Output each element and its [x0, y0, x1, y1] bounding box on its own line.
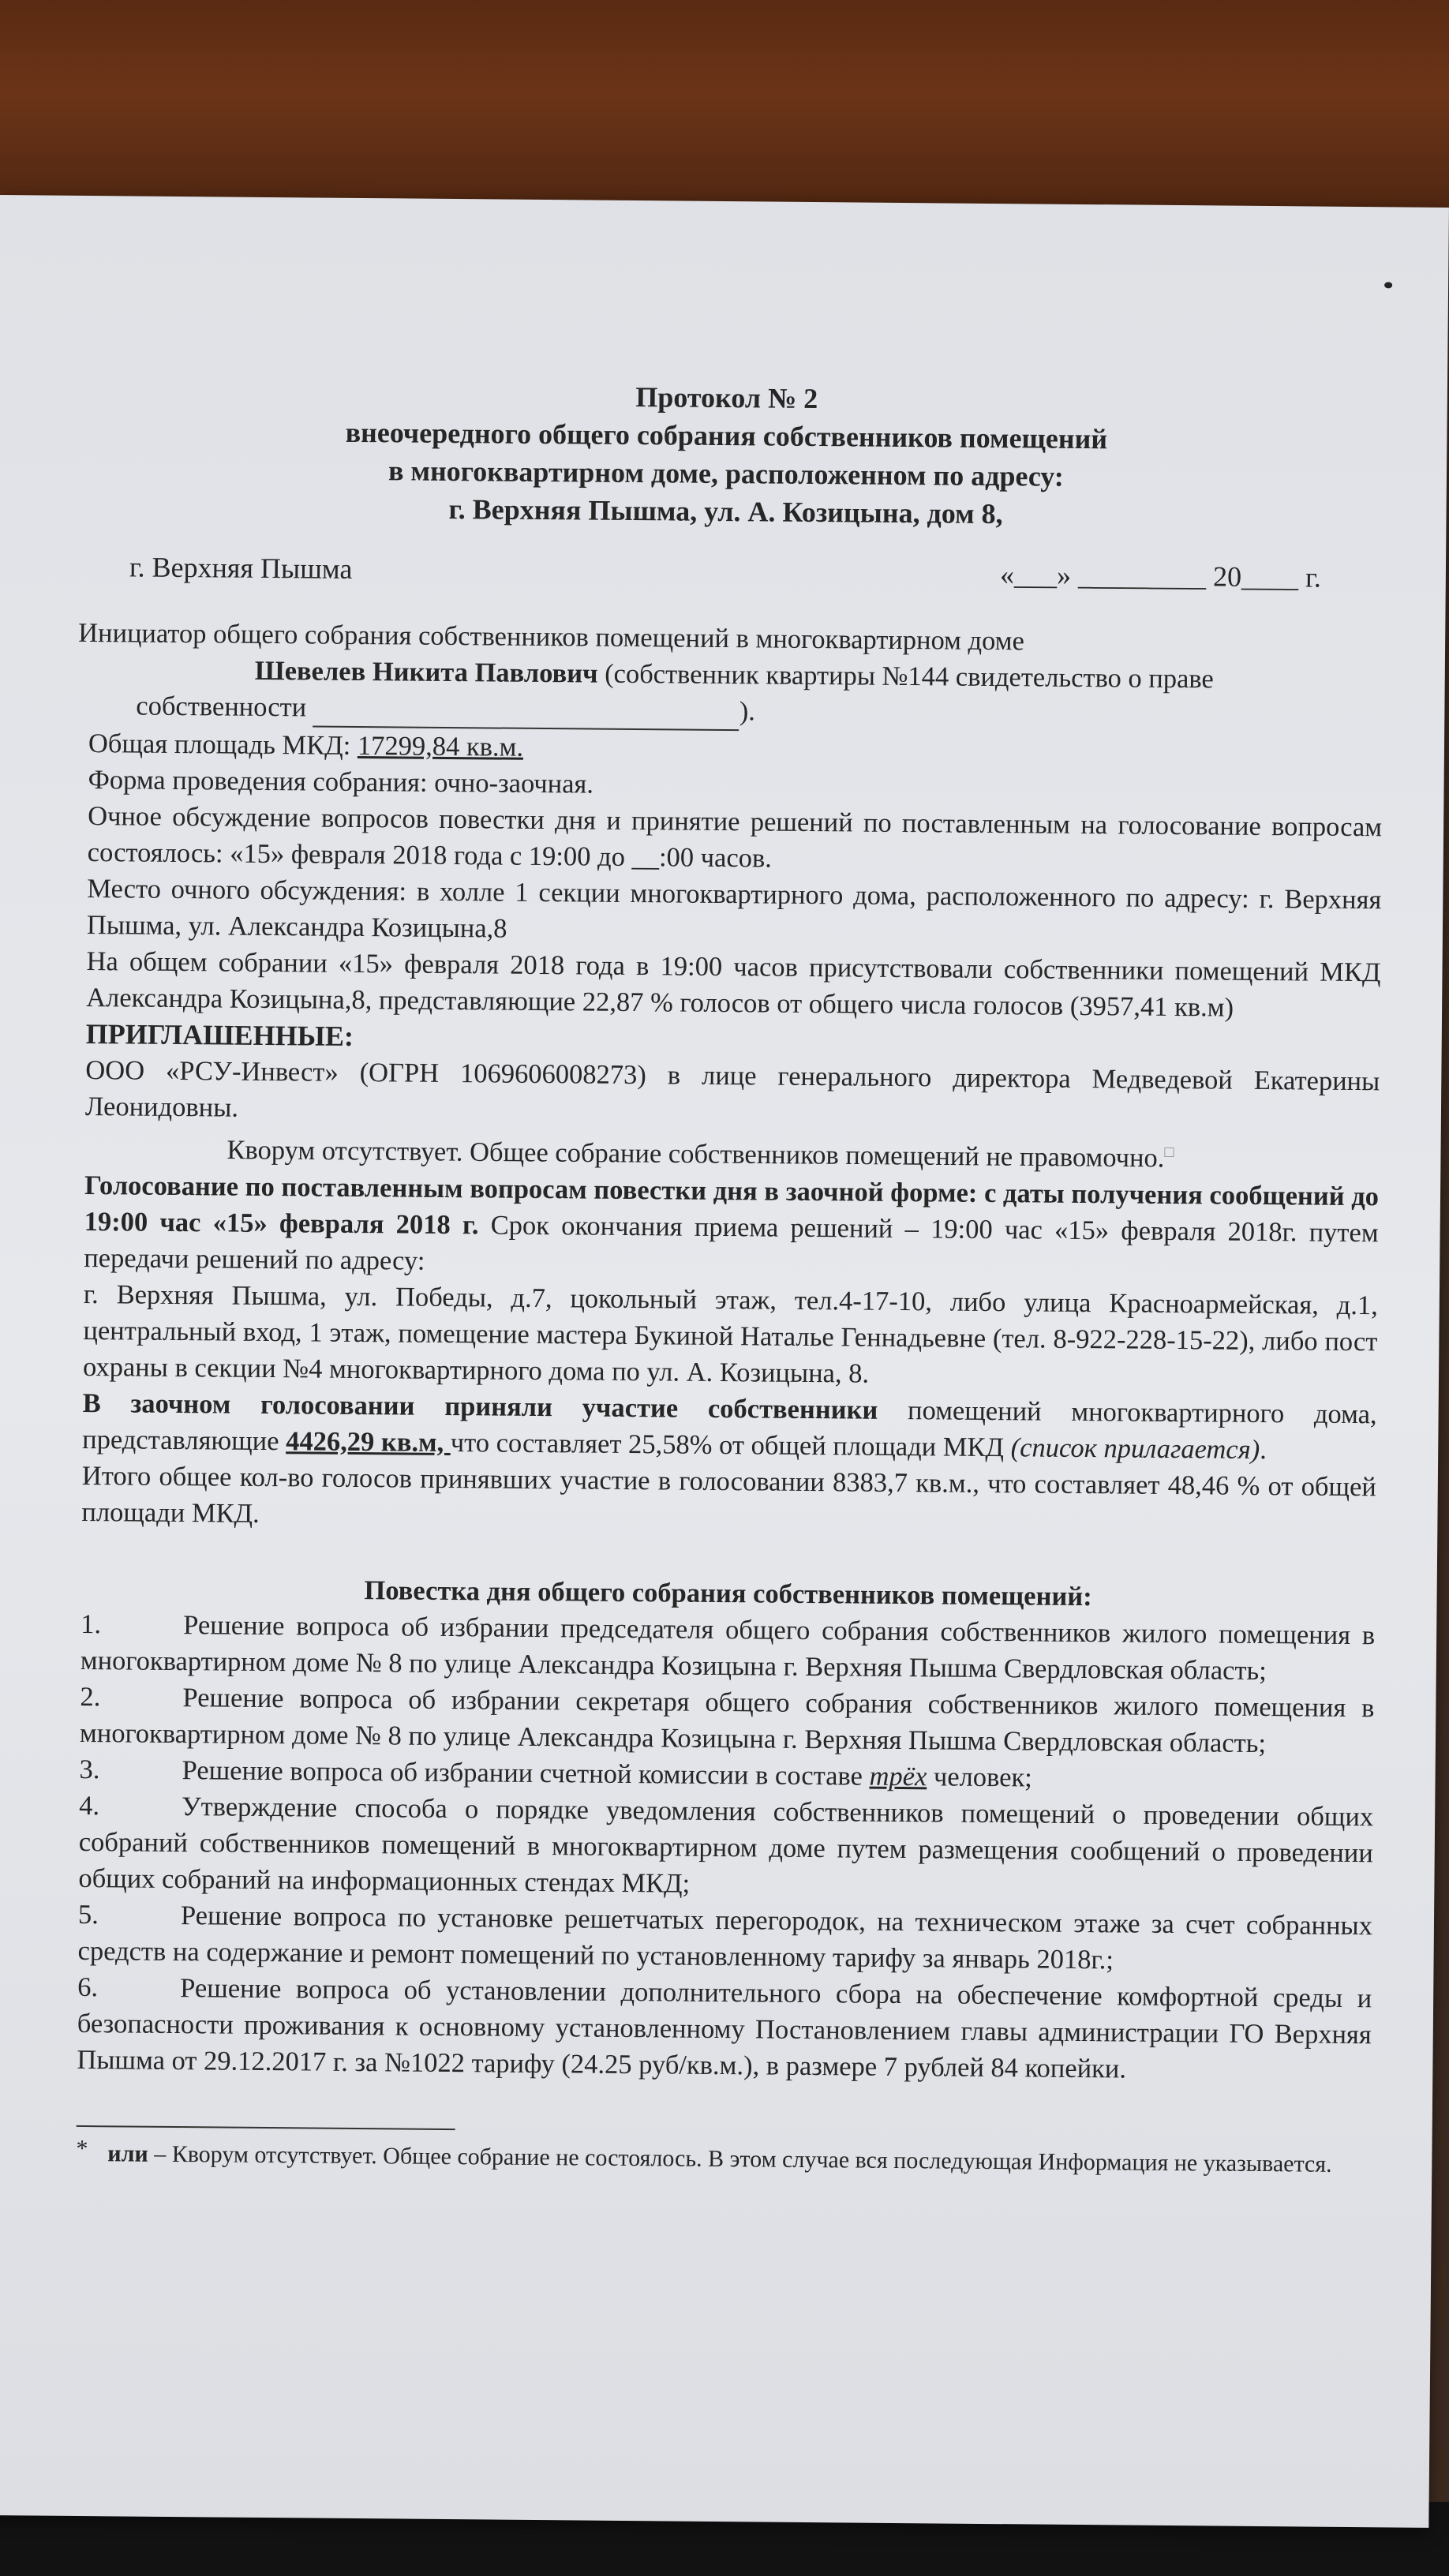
mesto-paragraph: Место очного обсуждения: в холле 1 секции многоквартирного дома, расположенного по адресу: г. Верхняя Пышма, ул. Александра Козицына,8 — [86, 873, 1382, 944]
quorum-text: Кворум отсутствует. Общее собрание собственников помещений не правомочно. — [227, 1135, 1165, 1174]
ochnoe-paragraph: Очное обсуждение вопросов повестки дня и принятие решений по поставленным на голосование вопросам состоялось: «15» февраля 2018 года с 19:00 до __:00 часов. — [87, 800, 1383, 874]
area-value: 17299,84 кв.м. — [357, 730, 524, 762]
zaochno-value: 4426,29 кв.м, — [286, 1425, 451, 1458]
voting-paragraph — [84, 1166, 1379, 1286]
document-body — [76, 373, 1386, 2181]
invited-paragraph: ООО «РСУ-Инвест» (ОГРН 1069606008273) в лице генерального директора Медведевой Екатерины Леонидовны. — [84, 1054, 1380, 1123]
title-line-4: г. Верхняя Пышма, ул. А. Козицына, дом 8, — [448, 492, 1003, 530]
footnote-divider — [77, 2125, 455, 2129]
area-label: Общая площадь МКД: — [88, 728, 358, 761]
title-line-2: внеочередного общего собрания собственников помещений — [345, 416, 1108, 455]
ink-dot — [1384, 282, 1392, 288]
agenda-item-text: Решение вопроса об избрании счетной комиссии в составе — [182, 1754, 870, 1792]
zaochno-bold: В заочном голосовании приняли участие собственники — [82, 1387, 878, 1425]
agenda-item-number: 1. — [80, 1608, 102, 1639]
document-sheet — [0, 195, 1449, 2528]
agenda-item-text: Решение вопроса по установке решетчатых перегородок, на техническом этаже за счет собранных средств на содержание и ремонт помещений по установленному тарифу за январь 2018г.; — [77, 1900, 1373, 1975]
total-paragraph: Итого общее кол-во голосов принявших участие в голосовании 8383,7 кв.м., что составляет 48,46 % от общей площади МКД. — [81, 1460, 1376, 1529]
zaochno-italic: (список прилагается) — [1010, 1432, 1260, 1465]
initiator-name: Шевелев Никита Павлович — [254, 655, 598, 689]
agenda-list — [77, 1605, 1375, 2088]
agenda-item-text: Утверждение способа о порядке уведомления собственников помещений о проведении общих собраний собственников помещений в многоквартирном доме путем размещения сообщений о проведении общих собраний на информационных стендах МКД; — [78, 1791, 1374, 1899]
agenda-item — [80, 1678, 1375, 1762]
footnote — [76, 2137, 1370, 2180]
ownership-end: ). — [739, 696, 756, 727]
agenda-item-number: 4. — [79, 1790, 100, 1821]
invited-heading: ПРИГЛАШЕННЫЕ: — [85, 1017, 354, 1052]
agenda-item — [78, 1787, 1373, 1907]
agenda-item-text: Решение вопроса об избрании секретаря общего собрания собственников жилого помещения в многоквартирном доме № 8 по улице Александра Козицына г. Верхняя Пышма Свердловская область; — [79, 1682, 1375, 1758]
agenda-item-text-end: человек; — [927, 1761, 1033, 1792]
agenda-item-emphasis: трёх — [869, 1761, 927, 1792]
present-paragraph: На общем собрании «15» февраля 2018 года в 19:00 часов присутствовали собственники помещений МКД Александра Козицына,8, представляющие 22,87 % голосов от общего числа голосов (3957,41 кв.м) — [85, 945, 1381, 1023]
agenda-item-text: Решение вопроса об установлении дополнительного сбора на обеспечение комфортной среды и безопасности проживания к основному установленному Постановлением главы администрации ГО Верхняя Пышма от 29.12.2017 г. за №1022 тарифу (24.25 руб/кв.м.), в размере 7 рублей 84 копейки. — [77, 1972, 1372, 2084]
agenda-item — [77, 1968, 1372, 2088]
footnote-star: * — [76, 2135, 88, 2162]
footnote-text: – Кворум отсутствует. Общее собрание не состоялось. В этом случае вся последующая Информация не указывается. — [148, 2140, 1332, 2177]
place-date-row — [90, 549, 1384, 596]
zaochno-rest2: что составляет 25,58% от общей площади МКД — [450, 1427, 1011, 1462]
agenda-item-number: 2. — [80, 1681, 101, 1712]
agenda-item-number: 5. — [77, 1899, 99, 1930]
voting-bold: Голосование по поставленным вопросам повестки дня в заочной форме: с даты получения сообщений до 19:00 час «15» февраля 2018 г. — [84, 1170, 1380, 1240]
voting-rest: Срок окончания приема решений – 19:00 час «15» февраля 2018г. путем передачи решений по адресу: — [84, 1209, 1379, 1276]
agenda-item — [77, 1896, 1372, 1979]
form-line: Форма проведения собрания: очно-заочная. — [88, 764, 594, 799]
initiator-rest: (собственник квартиры №144 свидетельство о праве — [597, 658, 1214, 695]
zaochno-paragraph — [82, 1384, 1377, 1468]
title-line-1: Протокол № 2 — [635, 381, 818, 415]
place: г. Верхняя Пышма — [129, 551, 353, 585]
zaochno-rest1: помещений многоквартирного дома, представляющие — [82, 1395, 1377, 1456]
date-field: «___» _________ 20____ г. — [999, 559, 1322, 593]
ownership-label: собственности — [136, 691, 313, 723]
address-paragraph: г. Верхняя Пышма, ул. Победы, д.7, цокольный этаж, тел.4-17-10, либо улица Красноармейская, д.1, центральный вход, 1 этаж, помещение мастера Букиной Наталье Геннадьевне (тел. 8-922-228-15-22), либо пост охраны в секции №4 многоквартирного дома по ул. А. Козицына, 8. — [82, 1279, 1378, 1389]
agenda-item-number: 3. — [79, 1754, 100, 1784]
ownership-blank — [313, 689, 739, 731]
footnote-mark: □ — [1164, 1143, 1174, 1162]
document-title — [66, 373, 1386, 537]
footnote-bold: или — [107, 2140, 148, 2167]
zaochno-end: . — [1260, 1434, 1267, 1465]
title-line-3: в многоквартирном доме, расположенном по адресу: — [388, 455, 1065, 492]
agenda-item — [80, 1605, 1376, 1689]
agenda-item-text: Решение вопроса об избрании председателя общего собрания собственников жилого помещения в многоквартирном доме № 8 по улице Александра Козицына г. Верхняя Пышма Свердловская область; — [80, 1609, 1376, 1686]
agenda-item-number: 6. — [77, 1971, 99, 2002]
initiator-line: Инициатор общего собрания собственников помещений в многоквартирном доме — [78, 617, 1025, 657]
agenda-heading: Повестка дня общего собрания собственников помещений: — [364, 1574, 1092, 1612]
